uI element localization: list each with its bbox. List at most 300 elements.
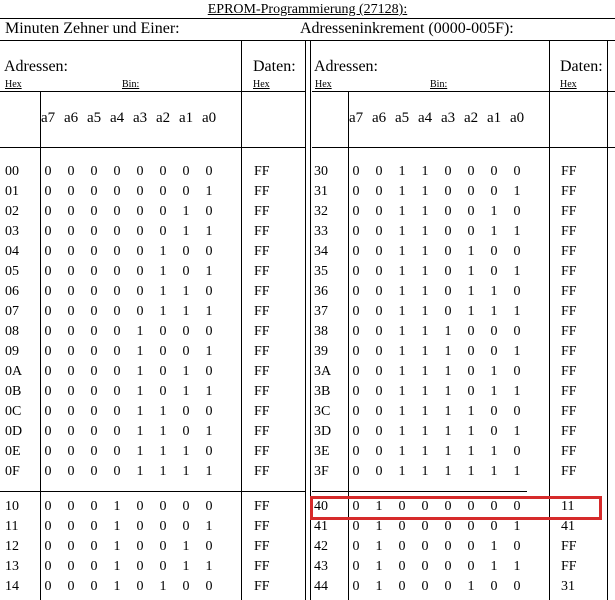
bit-cell: 1 [467,244,475,259]
bit-cell: 0 [159,559,167,574]
bit-cell: 1 [182,444,190,459]
bit-cell: 0 [113,284,121,299]
bit-cell: 1 [136,404,144,419]
bit-cell: 0 [467,324,475,339]
bit-cell: 1 [159,244,167,259]
grid-line-horizontal [312,491,527,492]
bit-cell: 1 [513,224,521,239]
bit-cell: 0 [90,404,98,419]
left-bin-label: Bin: [122,79,140,90]
bit-cell: 1 [421,204,429,219]
bit-cell: 0 [375,404,383,419]
right-daten-label: Daten: [560,58,603,75]
bit-cell: 0 [90,464,98,479]
bit-cell: 0 [444,264,452,279]
bit-cell: 0 [44,264,52,279]
bit-label: a5 [395,110,410,126]
bit-cell: 1 [421,284,429,299]
address-cell: 08 [5,324,19,339]
bit-cell: 0 [44,284,52,299]
bit-cell: 1 [490,224,498,239]
bit-cell: 0 [67,404,75,419]
bit-cell: 0 [136,204,144,219]
bit-cell: 1 [421,244,429,259]
bit-cell: 1 [444,404,452,419]
bit-cell: 0 [113,304,121,319]
bit-cell: 1 [136,424,144,439]
data-cell: FF [561,184,577,199]
bit-cell: 1 [205,424,213,439]
bit-cell: 1 [467,464,475,479]
address-cell: 31 [314,184,328,199]
bit-cell: 1 [513,519,521,534]
bit-cell: 1 [421,324,429,339]
bit-cell: 0 [352,204,360,219]
address-cell: 3B [314,384,331,399]
bit-cell: 1 [398,464,406,479]
bit-cell: 0 [44,324,52,339]
bit-cell: 0 [136,224,144,239]
bit-cell: 1 [421,384,429,399]
bit-cell: 1 [159,464,167,479]
bit-cell: 0 [490,579,498,594]
address-cell: 14 [5,579,19,594]
bit-cell: 1 [398,384,406,399]
bit-cell: 0 [182,324,190,339]
address-cell: 01 [5,184,19,199]
left-hex-label: Hex [5,79,22,90]
bit-cell: 1 [398,444,406,459]
bit-cell: 0 [67,164,75,179]
left-data-hex-label: Hex [253,79,270,90]
grid-line-horizontal [0,491,305,492]
bit-cell: 0 [113,224,121,239]
bit-cell: 0 [205,244,213,259]
bit-cell: 0 [352,324,360,339]
bit-cell: 0 [90,324,98,339]
bit-cell: 0 [352,364,360,379]
bit-cell: 0 [67,304,75,319]
data-cell: FF [254,324,270,339]
right-hex-label: Hex [315,79,332,90]
bit-cell: 0 [444,224,452,239]
bit-cell: 0 [421,499,429,514]
bit-cell: 0 [159,184,167,199]
bit-cell: 1 [182,464,190,479]
bit-cell: 1 [182,204,190,219]
bit-cell: 0 [67,444,75,459]
address-cell: 02 [5,204,19,219]
bit-cell: 0 [67,464,75,479]
bit-cell: 0 [67,384,75,399]
bit-cell: 1 [490,464,498,479]
bit-cell: 0 [136,559,144,574]
address-cell: 05 [5,264,19,279]
bit-cell: 0 [205,364,213,379]
bit-cell: 1 [113,559,121,574]
right-adressen-label: Adressen: [314,58,378,75]
bit-cell: 1 [467,404,475,419]
data-cell: FF [254,304,270,319]
bit-cell: 0 [113,344,121,359]
bit-cell: 1 [205,559,213,574]
bit-cell: 0 [182,519,190,534]
bit-cell: 1 [490,284,498,299]
bit-cell: 0 [44,204,52,219]
data-cell: 41 [561,519,575,534]
bit-cell: 0 [513,404,521,419]
bit-cell: 0 [205,499,213,514]
bit-cell: 1 [444,344,452,359]
bit-cell: 0 [136,304,144,319]
grid-line-vertical [607,40,608,600]
data-cell: FF [561,304,577,319]
bit-cell: 0 [352,224,360,239]
bit-cell: 0 [182,344,190,359]
bit-cell: 0 [136,164,144,179]
bit-cell: 0 [205,539,213,554]
bit-cell: 0 [90,244,98,259]
bit-cell: 0 [352,244,360,259]
bit-cell: 0 [205,204,213,219]
bit-cell: 1 [421,344,429,359]
bit-cell: 0 [352,559,360,574]
grid-line-horizontal [312,147,615,148]
address-cell: 09 [5,344,19,359]
bit-cell: 0 [205,579,213,594]
grid-line-vertical [305,40,306,600]
address-cell: 30 [314,164,328,179]
data-cell: FF [561,559,577,574]
bit-label: a7 [41,110,56,126]
bit-cell: 0 [352,424,360,439]
bit-cell: 1 [467,264,475,279]
bit-cell: 0 [352,579,360,594]
bit-cell: 0 [90,344,98,359]
bit-cell: 0 [113,164,121,179]
bit-cell: 1 [421,264,429,279]
bit-cell: 0 [375,464,383,479]
data-cell: FF [254,224,270,239]
bit-cell: 0 [182,184,190,199]
bit-cell: 0 [90,424,98,439]
bit-cell: 1 [182,364,190,379]
bit-cell: 1 [159,404,167,419]
bit-cell: 1 [490,444,498,459]
bit-cell: 0 [205,444,213,459]
bit-cell: 0 [375,384,383,399]
bit-cell: 1 [467,304,475,319]
bit-cell: 1 [421,164,429,179]
bit-cell: 0 [113,444,121,459]
bit-cell: 0 [113,264,121,279]
bit-cell: 1 [421,184,429,199]
bit-cell: 1 [421,444,429,459]
bit-cell: 0 [67,244,75,259]
bit-cell: 0 [159,344,167,359]
data-cell: FF [254,444,270,459]
bit-label: a1 [487,110,502,126]
bit-cell: 1 [205,184,213,199]
bit-cell: 1 [490,384,498,399]
address-cell: 3A [314,364,332,379]
bit-cell: 0 [375,204,383,219]
bit-cell: 0 [444,499,452,514]
bit-cell: 1 [513,384,521,399]
bit-cell: 0 [182,244,190,259]
bit-cell: 0 [90,499,98,514]
address-cell: 0C [5,404,22,419]
bit-cell: 0 [113,324,121,339]
bit-cell: 1 [182,224,190,239]
address-cell: 04 [5,244,19,259]
right-data-hex-label: Hex [560,79,577,90]
bit-cell: 0 [490,184,498,199]
bit-cell: 1 [421,464,429,479]
bit-cell: 0 [375,224,383,239]
bit-cell: 0 [44,559,52,574]
data-cell: FF [254,559,270,574]
bit-cell: 0 [182,424,190,439]
bit-cell: 1 [182,284,190,299]
bit-cell: 0 [421,579,429,594]
address-cell: 0A [5,364,23,379]
bit-cell: 1 [113,499,121,514]
bit-cell: 0 [513,244,521,259]
bit-cell: 0 [159,164,167,179]
highlight-box [310,496,602,520]
left-adressen-label: Adressen: [4,58,68,75]
bit-cell: 0 [421,559,429,574]
data-cell: FF [254,184,270,199]
bit-cell: 0 [467,364,475,379]
bit-cell: 0 [159,539,167,554]
bit-cell: 1 [467,424,475,439]
bit-cell: 0 [44,464,52,479]
bit-cell: 0 [352,384,360,399]
bit-cell: 1 [375,499,383,514]
bit-cell: 0 [444,304,452,319]
bit-cell: 1 [136,344,144,359]
bit-cell: 0 [113,364,121,379]
bit-cell: 0 [67,579,75,594]
bit-cell: 0 [90,284,98,299]
bit-cell: 1 [513,344,521,359]
bit-cell: 0 [352,499,360,514]
address-cell: 0B [5,384,22,399]
bit-cell: 1 [182,559,190,574]
bit-cell: 0 [136,284,144,299]
bit-cell: 1 [398,344,406,359]
bit-cell: 0 [113,244,121,259]
bit-cell: 1 [159,579,167,594]
bit-cell: 1 [159,424,167,439]
bit-cell: 0 [444,284,452,299]
bit-cell: 1 [513,424,521,439]
data-cell: FF [254,284,270,299]
bit-cell: 0 [67,559,75,574]
bit-cell: 1 [467,444,475,459]
address-cell: 06 [5,284,19,299]
bit-cell: 0 [136,244,144,259]
address-cell: 3C [314,404,331,419]
bit-cell: 1 [136,444,144,459]
address-cell: 11 [5,519,19,534]
address-cell: 36 [314,284,328,299]
bit-cell: 0 [398,559,406,574]
bit-cell: 0 [67,264,75,279]
bit-cell: 0 [159,324,167,339]
left-section-header: Minuten Zehner und Einer: [5,20,180,37]
bit-cell: 0 [44,184,52,199]
data-cell: FF [254,464,270,479]
bit-cell: 0 [398,579,406,594]
bit-cell: 0 [90,539,98,554]
bit-cell: 0 [444,539,452,554]
bit-cell: 0 [375,244,383,259]
bit-cell: 0 [467,519,475,534]
bit-cell: 0 [375,324,383,339]
bit-cell: 0 [444,579,452,594]
right-bin-label: Bin: [430,79,448,90]
bit-cell: 0 [44,444,52,459]
bit-cell: 0 [467,184,475,199]
bit-cell: 1 [398,264,406,279]
data-cell: FF [254,344,270,359]
bit-cell: 1 [467,284,475,299]
bit-cell: 0 [375,364,383,379]
bit-cell: 0 [352,519,360,534]
bit-cell: 0 [67,324,75,339]
bit-cell: 0 [467,539,475,554]
bit-cell: 0 [159,364,167,379]
page-title: EPROM-Programmierung (27128): [207,2,408,17]
bit-cell: 0 [44,579,52,594]
bit-cell: 0 [44,344,52,359]
bit-cell: 0 [90,364,98,379]
bit-label: a6 [372,110,387,126]
bit-cell: 1 [398,424,406,439]
bit-cell: 0 [375,444,383,459]
bit-cell: 1 [205,264,213,279]
address-cell: 38 [314,324,328,339]
data-cell: FF [254,539,270,554]
bit-cell: 0 [44,384,52,399]
bit-cell: 1 [444,384,452,399]
data-cell: FF [254,244,270,259]
bit-cell: 1 [205,464,213,479]
bit-cell: 1 [159,304,167,319]
bit-cell: 0 [67,539,75,554]
address-cell: 3D [314,424,332,439]
bit-cell: 1 [159,444,167,459]
data-cell: FF [561,364,577,379]
bit-cell: 0 [352,264,360,279]
bit-cell: 0 [490,244,498,259]
bit-cell: 1 [398,244,406,259]
bit-cell: 0 [513,499,521,514]
bit-cell: 0 [67,284,75,299]
bit-label: a3 [133,110,148,126]
bit-cell: 0 [398,519,406,534]
address-cell: 07 [5,304,19,319]
bit-cell: 0 [182,499,190,514]
bit-cell: 1 [205,224,213,239]
grid-line-horizontal [0,40,615,41]
bit-cell: 0 [159,519,167,534]
bit-label: a4 [418,110,433,126]
bit-cell: 0 [352,444,360,459]
bit-cell: 0 [352,539,360,554]
bit-cell: 0 [467,204,475,219]
bit-cell: 0 [159,224,167,239]
address-cell: 0D [5,424,23,439]
bit-cell: 0 [352,404,360,419]
bit-cell: 1 [398,304,406,319]
bit-cell: 1 [513,304,521,319]
bit-cell: 0 [467,164,475,179]
bit-cell: 0 [352,304,360,319]
bit-cell: 0 [90,559,98,574]
bit-cell: 0 [44,244,52,259]
bit-cell: 0 [113,424,121,439]
bit-cell: 0 [182,579,190,594]
bit-cell: 0 [113,464,121,479]
bit-cell: 0 [205,324,213,339]
data-cell: FF [561,404,577,419]
bit-cell: 0 [444,244,452,259]
address-cell: 37 [314,304,328,319]
bit-cell: 0 [67,204,75,219]
address-cell: 12 [5,539,19,554]
bit-cell: 1 [182,539,190,554]
data-cell: FF [254,519,270,534]
bit-label: a4 [110,110,125,126]
bit-cell: 0 [113,404,121,419]
grid-line-horizontal [312,91,615,92]
bit-cell: 1 [113,579,121,594]
bit-cell: 0 [44,499,52,514]
address-cell: 0E [5,444,21,459]
data-cell: FF [561,224,577,239]
bit-cell: 0 [136,499,144,514]
address-cell: 03 [5,224,19,239]
bit-cell: 0 [444,559,452,574]
address-cell: 00 [5,164,19,179]
bit-cell: 0 [444,164,452,179]
bit-cell: 1 [513,559,521,574]
bit-cell: 0 [90,384,98,399]
data-cell: FF [254,579,270,594]
bit-cell: 0 [44,164,52,179]
bit-cell: 0 [90,224,98,239]
bit-cell: 1 [490,204,498,219]
bit-cell: 0 [490,404,498,419]
bit-cell: 0 [44,404,52,419]
bit-cell: 0 [375,184,383,199]
bit-label: a0 [510,110,525,126]
address-cell: 34 [314,244,328,259]
bit-cell: 1 [444,464,452,479]
bit-cell: 1 [113,539,121,554]
bit-cell: 0 [159,384,167,399]
bit-cell: 0 [159,499,167,514]
bit-cell: 0 [467,499,475,514]
data-cell: FF [561,164,577,179]
bit-cell: 0 [159,204,167,219]
bit-cell: 0 [398,499,406,514]
bit-cell: 0 [513,444,521,459]
